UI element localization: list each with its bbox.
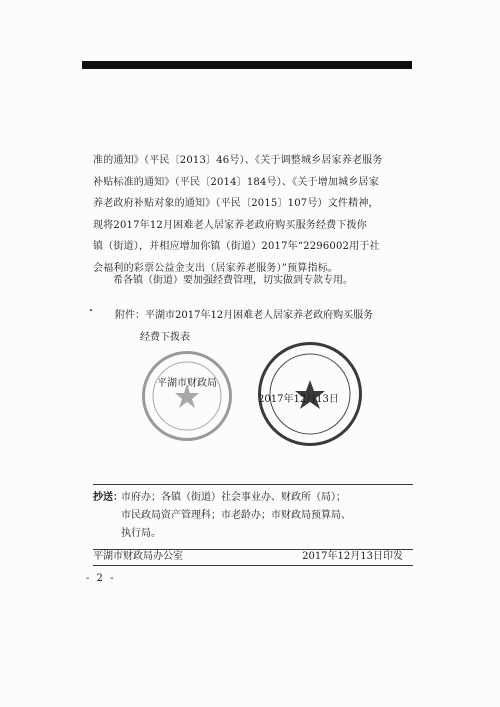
attachment-note [115,305,373,349]
finance-bureau-seal-icon [142,351,232,441]
top-rule [82,61,412,69]
page-number: - 2 - [86,573,116,584]
bullet-dot [90,309,92,311]
issuing-office: 平湖市财政局办公室 [93,551,183,562]
body-line: 准的通知》（平民〔2013〕46号）、《关于调整城乡居家养老服务 [93,155,383,166]
cc-list [93,489,413,543]
closing-paragraph: 希各镇（街道）要加强经费管理，切实做到专款专用。 [113,275,353,286]
signature-date: 2017年12月13日 [258,394,339,405]
signature-finance-bureau: 平湖市财政局 [157,378,217,389]
issue-date: 2017年12月13日印发 [302,551,403,562]
issuer-line [93,549,413,565]
attachment-title: 平湖市2017年12月困难老人居家养老政府购买服务 [145,310,374,321]
body-line: 镇（街道），并相应增加你镇（街道）2017年“2296002用于社 [93,241,380,252]
body-paragraph [93,150,413,279]
cc-label: 抄送： [93,492,123,503]
divider [93,484,413,485]
body-line: 会福利的彩票公益金支出（居家养老服务）”预算指标。 [93,262,339,274]
body-line: 补贴标准的通知》（平民〔2014〕184号）、《关于增加城乡居家 [93,176,379,188]
cc-line: 市府办；各镇（街道）社会事业办、财政所（局）； [121,492,346,503]
cc-line: 市民政局资产管理科；市老龄办；市财政局预算局、 [121,510,351,521]
body-line: 现将2017年12月困难老人居家养老政府购买服务经费下拨你 [93,219,367,231]
divider [93,565,413,566]
body-line: 养老政府补贴对象的通知》（平民〔2015〕107号）文件精神， [93,198,379,209]
cc-line: 执行局。 [121,528,161,539]
attachment-label: 附件： [115,310,145,321]
attachment-title-cont: 经费下拨表 [140,332,190,343]
